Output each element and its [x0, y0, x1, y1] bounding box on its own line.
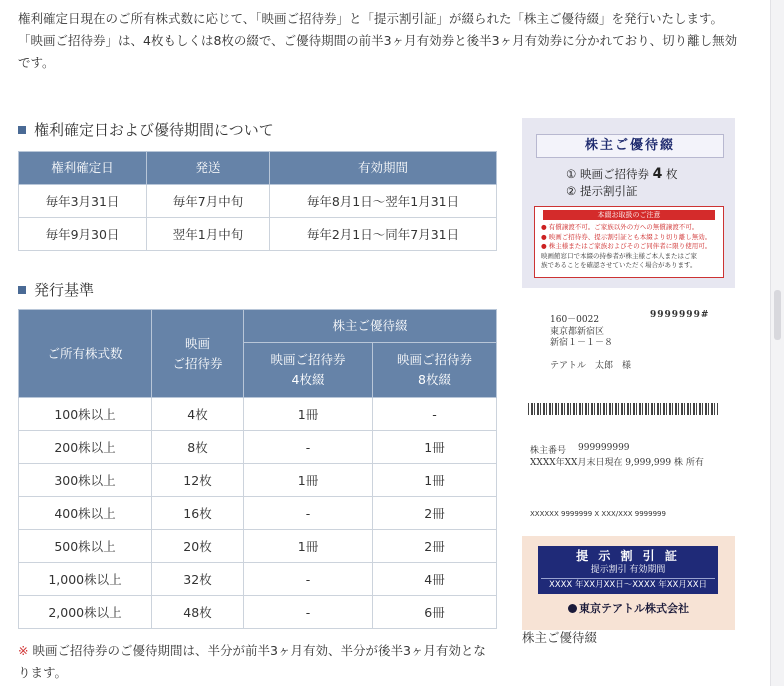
coupon-items — [566, 166, 678, 200]
header-movie-tickets — [152, 310, 244, 398]
header-4-line1: 映画ご招待券 — [270, 352, 346, 367]
cell: 4冊 — [373, 563, 497, 596]
address-line-1: 東京都新宿区 — [550, 327, 605, 337]
coupon-code-line: XXXXXX 9999999 X XXX/XXX 9999999 — [530, 510, 666, 518]
coupon-notice-box — [534, 206, 724, 278]
cell: 翌年1月中旬 — [147, 218, 270, 251]
cell: 2冊 — [373, 497, 497, 530]
cell: 1冊 — [244, 398, 373, 431]
table-row — [19, 563, 497, 596]
cell: 2冊 — [373, 530, 497, 563]
coupon-item-1-count: 4 — [652, 166, 663, 182]
discount-subtitle: 提示割引 有効期間 — [590, 565, 666, 575]
coupon-caption: 株主ご優待綴 — [522, 630, 598, 645]
square-bullet-icon — [18, 126, 26, 134]
coupon-notice-heading: 本綴お取扱のご注意 — [543, 210, 715, 220]
cell: 4枚 — [152, 398, 244, 431]
cell: 16枚 — [152, 497, 244, 530]
barcode-image — [528, 403, 718, 415]
header-4-ticket-book — [244, 343, 373, 398]
header-8-line1: 映画ご招待券 — [396, 352, 472, 367]
intro-paragraph-2: 「映画ご招待券」は、4枚もしくは8枚の綴で、ご優待期間の前半3ヶ月有効券と後半3ヶ月有効券に分かれており、切り離し無効です。 — [18, 33, 738, 70]
header-shares: ご所有株式数 — [19, 310, 152, 398]
cell: 1冊 — [244, 530, 373, 563]
cell: - — [373, 398, 497, 431]
cell: - — [244, 563, 373, 596]
cell: 200株以上 — [19, 431, 152, 464]
header-shipping: 発送 — [147, 152, 270, 185]
cell: 6冊 — [373, 596, 497, 629]
cell: - — [244, 497, 373, 530]
cell: - — [244, 596, 373, 629]
coupon-notice-line: ● 映画ご招待券、提示割引証とも本綴より切り離し無効。 — [541, 232, 712, 241]
cell: 500株以上 — [19, 530, 152, 563]
table-row — [19, 185, 497, 218]
table-row — [19, 497, 497, 530]
section-heading-period-text: 権利確定日および優待期間について — [34, 121, 274, 139]
recipient-name: テアトル 太郎 様 — [550, 361, 632, 371]
cell: 48枚 — [152, 596, 244, 629]
header-8-line2: 8枚綴 — [418, 372, 451, 387]
coupon-notice-line: ● 有償譲渡不可。ご家族以外の方への無償譲渡不可。 — [541, 223, 699, 231]
note-mark: ※ — [18, 643, 29, 658]
cell: 1冊 — [244, 464, 373, 497]
square-bullet-icon — [18, 286, 26, 294]
cell: 毎年2月1日～同年7月31日 — [270, 218, 497, 251]
table-row — [19, 398, 497, 431]
table-row — [19, 530, 497, 563]
table-row — [19, 464, 497, 497]
header-yutai: 株主ご優待綴 — [244, 310, 497, 343]
cell: 毎年9月30日 — [19, 218, 147, 251]
footnote-text: 映画ご招待券のご優待期間は、半分が前半3ヶ月有効、半分が後半3ヶ月有効となります。 — [18, 643, 486, 680]
coupon-item-2: ② 提示割引証 — [566, 184, 638, 198]
discount-period: XXXX 年XX月XX日～XXXX 年XX月XX日 — [541, 578, 715, 591]
table-row — [19, 218, 497, 251]
code-number: 9999999# — [650, 310, 710, 320]
holder-number: 999999999 — [578, 443, 630, 453]
table-header-row — [19, 152, 497, 185]
cell: 毎年7月中旬 — [147, 185, 270, 218]
cell: 12枚 — [152, 464, 244, 497]
company-mark-icon — [568, 604, 577, 613]
table-row — [19, 596, 497, 629]
cell: 300株以上 — [19, 464, 152, 497]
footnote — [18, 640, 498, 684]
section-heading-period — [18, 119, 274, 140]
cell: 32枚 — [152, 563, 244, 596]
coupon-item-1-label: ① 映画ご招待券 — [566, 167, 649, 181]
company-logo — [522, 600, 735, 616]
holder-number-label: 株主番号 — [530, 446, 567, 456]
discount-title: 提 示 割 引 証 — [576, 549, 680, 563]
coupon-notice-line: 映画館窓口で本綴の持参者が株主様ご本人またはご家 — [541, 251, 697, 260]
criteria-table — [18, 309, 497, 629]
header-valid-period: 有効期間 — [270, 152, 497, 185]
page-scrollbar[interactable] — [770, 0, 784, 686]
intro-paragraph-1: 権利確定日現在のご所有株式数に応じて、「映画ご招待券」と「提示割引証」が綴られた「株主ご優待綴」を発行いたします。 — [18, 11, 724, 26]
section-heading-criteria-text: 発行基準 — [34, 281, 95, 299]
cell: 毎年3月31日 — [19, 185, 147, 218]
cell: 2,000株以上 — [19, 596, 152, 629]
company-name: 東京テアトル株式会社 — [579, 602, 689, 615]
cell: 20枚 — [152, 530, 244, 563]
cell: 400株以上 — [19, 497, 152, 530]
section-heading-criteria — [18, 279, 94, 300]
coupon-notice-line: 族であることを確認させていただく場合があります。 — [541, 261, 697, 269]
discount-voucher-box — [538, 546, 718, 594]
coupon-book-image — [522, 118, 735, 630]
cell: 100株以上 — [19, 398, 152, 431]
cell: - — [244, 431, 373, 464]
intro-text — [18, 8, 748, 74]
holder-shares-line: XXXX年XX月末日現在 9,999,999 株 所有 — [530, 458, 704, 468]
cell: 1,000株以上 — [19, 563, 152, 596]
coupon-item-1-unit: 枚 — [666, 167, 678, 181]
cell: 8枚 — [152, 431, 244, 464]
coupon-cover — [522, 118, 735, 288]
period-table — [18, 151, 497, 251]
cell: 1冊 — [373, 431, 497, 464]
header-movie-line1: 映画 — [184, 335, 210, 351]
header-record-date: 権利確定日 — [19, 152, 147, 185]
coupon-title: 株主ご優待綴 — [536, 134, 724, 158]
discount-voucher — [522, 536, 735, 630]
header-4-line2: 4枚綴 — [291, 372, 325, 387]
cell: 1冊 — [373, 464, 497, 497]
header-8-ticket-book — [373, 343, 497, 398]
table-header-row — [19, 310, 497, 343]
scrollbar-thumb[interactable] — [774, 290, 781, 340]
coupon-item-1 — [566, 166, 678, 183]
address-line-2: 新宿１－１－８ — [550, 338, 614, 348]
coupon-notice-line: ● 株主様またはご家族およびそのご同伴者に限り使用可。 — [541, 242, 712, 250]
cell: 毎年8月1日～翌年1月31日 — [270, 185, 497, 218]
postal-code: 160－0022 — [550, 315, 600, 325]
header-movie-line2: ご招待券 — [172, 355, 223, 371]
table-row — [19, 431, 497, 464]
